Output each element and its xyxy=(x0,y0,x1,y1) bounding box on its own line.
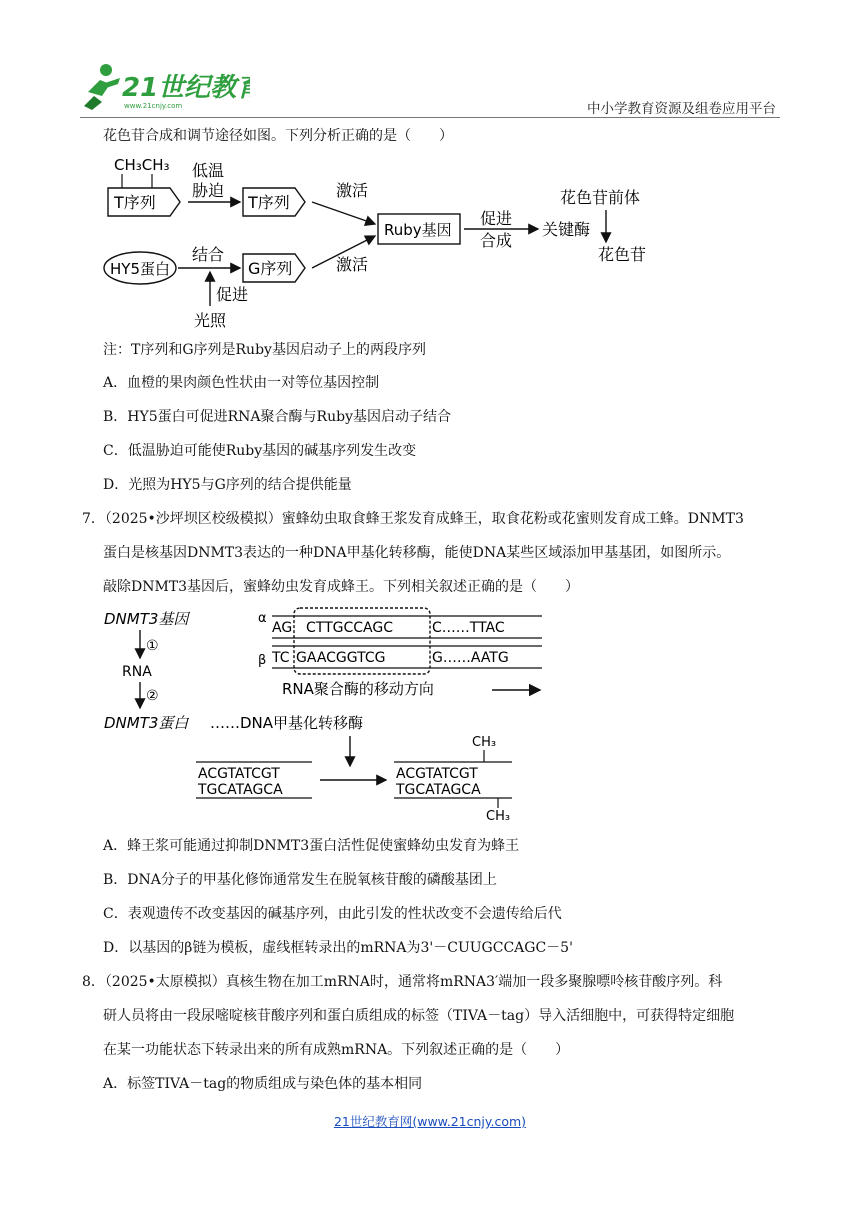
step1-label: ① xyxy=(146,638,159,654)
q8-stem-line3: 在某一功能状态下转录出来的所有成熟mRNA。下列叙述正确的是（ ） xyxy=(103,1042,570,1058)
ch3-label: CH₃CH₃ xyxy=(114,156,170,174)
q7-option-c: C．表观遗传不改变基因的碱基序列，由此引发的性状改变不会遗传给后代 xyxy=(103,906,562,922)
q7-stem-line2: 蛋白是核基因DNMT3表达的一种DNA甲基化转移酶，能使DNA某些区域添加甲基基团，如图所示。 xyxy=(103,545,731,561)
q7-option-d: D．以基因的β链为模板，虚线框转录出的mRNA为3'－CUUGCCAGC－5' xyxy=(103,940,573,956)
synthesis-label: 合成 xyxy=(480,231,513,250)
promote-label: 促进 xyxy=(480,209,513,228)
low-temp-label: 低温 xyxy=(192,161,225,180)
ruby-gene-label: Ruby基因 xyxy=(384,221,452,239)
q7-option-a: A．蜂王浆可能通过抑制DNMT3蛋白活性促使蜜蜂幼虫发育为蜂王 xyxy=(103,838,520,854)
alpha-seq-box: CTTGCCAGC xyxy=(306,620,393,636)
enzyme-label: ……DNA甲基化转移酶 xyxy=(210,714,364,732)
seq-bottom-right: TGCATAGCA xyxy=(396,782,481,798)
dnmt3-protein-label: DNMT3蛋白 xyxy=(104,714,189,732)
header-divider xyxy=(80,117,780,118)
beta-label: β xyxy=(258,653,267,668)
activate-label-2: 激活 xyxy=(336,255,369,274)
anthocyanin-label: 花色苷 xyxy=(598,245,647,264)
q6-option-b: B．HY5蛋白可促进RNA聚合酶与Ruby基因启动子结合 xyxy=(103,409,451,425)
beta-seq-right: G……AATG xyxy=(432,650,509,666)
ch3-top-label: CH₃ xyxy=(472,735,497,750)
rna-label: RNA xyxy=(122,664,152,680)
q7-stem-line1: 7．（2025•沙坪坝区校级模拟）蜜蜂幼虫取食蜂王浆发育成蜂王，取食花粉或花蜜则发育成工蜂。DNMT3 xyxy=(82,511,744,527)
beta-seq-box: GAACGGTCG xyxy=(296,650,386,666)
key-enzyme-label: 关键酶 xyxy=(542,220,591,239)
q7-option-b: B．DNA分子的甲基化修饰通常发生在脱氧核苷酸的磷酸基团上 xyxy=(103,872,497,888)
q7-methylation-diagram xyxy=(100,604,560,826)
beta-seq-left: TC xyxy=(272,650,290,666)
q6-stem: 花色苷合成和调节途径如图。下列分析正确的是（ ） xyxy=(103,128,453,144)
bind-label: 结合 xyxy=(192,245,225,264)
g-seq-label: G序列 xyxy=(248,259,293,278)
seq-bottom-left: TGCATAGCA xyxy=(198,782,283,798)
q8-option-a: A．标签TIVA－tag的物质组成与染色体的基本相同 xyxy=(103,1076,423,1092)
footer-link[interactable]: 21世纪教育网(www.21cnjy.com) xyxy=(333,1114,527,1129)
q8-stem-line1: 8．（2025•太原模拟）真核生物在加工mRNA时，通常将mRNA3′端加一段多聚腺嘌呤核苷酸序列。科 xyxy=(82,974,723,990)
page-footer xyxy=(0,1112,860,1130)
q6-option-c: C．低温胁迫可能使Ruby基因的碱基序列发生改变 xyxy=(103,443,417,459)
seq-top-right: ACGTATCGT xyxy=(396,766,478,782)
step2-label: ② xyxy=(146,688,159,704)
seq-top-left: ACGTATCGT xyxy=(198,766,280,782)
hy5-label: HY5蛋白 xyxy=(110,260,170,278)
light-label: 光照 xyxy=(194,311,227,330)
platform-name: 中小学教育资源及组卷应用平台 xyxy=(587,101,776,117)
q6-note: 注：T序列和G序列是Ruby基因启动子上的两段序列 xyxy=(103,342,426,358)
q8-stem-line2: 研人员将由一段尿嘧啶核苷酸序列和蛋白质组成的标签（TIVA－tag）导入活细胞中，可获得特定细胞 xyxy=(103,1008,735,1024)
q7-stem-line3: 敲除DNMT3基因后，蜜蜂幼虫发育成蜂王。下列相关叙述正确的是（ ） xyxy=(103,579,580,595)
ch3-bottom-label: CH₃ xyxy=(486,809,511,824)
svg-text:www.21cnjy.com: www.21cnjy.com xyxy=(124,102,183,110)
q6-pathway-diagram xyxy=(100,150,680,335)
page-header xyxy=(0,0,860,120)
alpha-seq-right: C……TTAC xyxy=(432,620,505,636)
t-seq-label: T序列 xyxy=(114,193,156,212)
site-logo xyxy=(80,62,250,116)
dnmt3-gene-label: DNMT3基因 xyxy=(104,610,189,628)
stress-label: 胁迫 xyxy=(192,181,225,200)
promote-light-label: 促进 xyxy=(216,285,249,304)
q6-option-a: A．血橙的果肉颜色性状由一对等位基因控制 xyxy=(103,375,380,391)
alpha-label: α xyxy=(258,611,267,626)
precursor-label: 花色苷前体 xyxy=(560,188,641,207)
activate-label-1: 激活 xyxy=(336,181,369,200)
runner-logo-icon xyxy=(80,62,250,112)
svg-text:21世纪教育: 21世纪教育 xyxy=(122,73,250,103)
alpha-seq-left: AG xyxy=(272,620,293,636)
t-seq2-label: T序列 xyxy=(248,193,290,212)
q6-option-d: D．光照为HY5与G序列的结合提供能量 xyxy=(103,477,352,493)
polymerase-direction-label: RNA聚合酶的移动方向 xyxy=(282,680,434,698)
